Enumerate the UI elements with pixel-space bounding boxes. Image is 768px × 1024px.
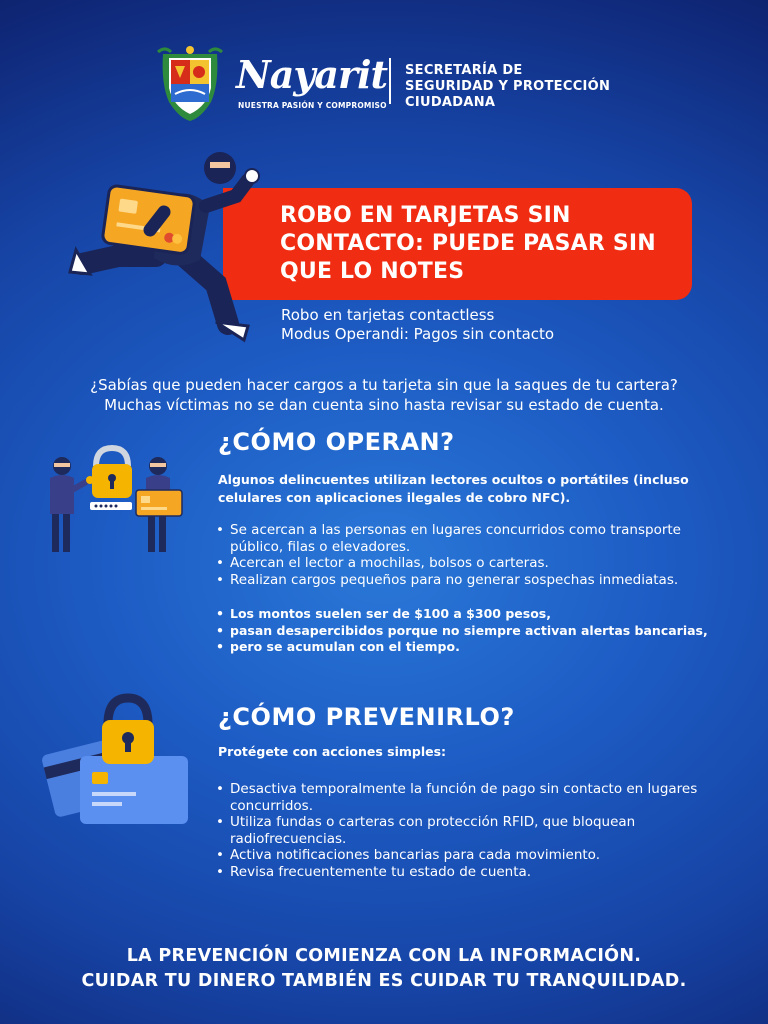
agency-name <box>405 63 610 111</box>
header-divider <box>389 58 391 104</box>
list-item: • Utiliza fundas o carteras con protección RFID, que bloquean radiofrecuencias. <box>216 814 738 847</box>
agency-line-2: SEGURIDAD Y PROTECCIÓN <box>405 79 611 94</box>
como-operan-bold-list <box>216 606 738 656</box>
footer-message <box>30 944 738 994</box>
list-item: • Realizan cargos pequeños para no generar sospechas inmediatas. <box>216 572 738 589</box>
coat-of-arms-icon <box>155 44 225 122</box>
agency-line-3: CIUDADANA <box>405 95 496 110</box>
como-operan-intro: Algunos delincuentes utilizan lectores ocultos o portátiles (incluso celulares con aplicaciones ilegales de cobro NFC). <box>218 472 689 505</box>
list-item: • pero se acumulan con el tiempo. <box>216 639 738 656</box>
list-item: • pasan desapercibidos porque no siempre activan alertas bancarias, <box>216 623 738 640</box>
hero-title: ROBO EN TARJETAS SIN CONTACTO: PUEDE PASAR SIN QUE LO NOTES <box>280 203 656 284</box>
hero-subtitle-line-2: Modus Operandi: Pagos sin contacto <box>281 325 555 343</box>
como-operan-list <box>216 522 738 588</box>
como-prevenirlo-list <box>216 781 738 880</box>
list-item: • Activa notificaciones bancarias para cada movimiento. <box>216 847 738 864</box>
brand-tagline: NUESTRA PASIÓN Y COMPROMISO <box>238 101 387 110</box>
intro-text <box>30 375 738 415</box>
list-item: • Acercan el lector a mochilas, bolsos o carteras. <box>216 555 738 572</box>
footer-line-1: LA PREVENCIÓN COMIENZA CON LA INFORMACIÓN. <box>126 946 642 966</box>
thief-running-with-card-icon <box>66 146 290 344</box>
brand-name: Nayarit <box>236 52 388 97</box>
hero-subtitle-line-1: Robo en tarjetas contactless <box>281 306 495 324</box>
section-title-como-operan: ¿CÓMO OPERAN? <box>218 428 455 456</box>
locked-cards-icon <box>40 690 192 828</box>
hackers-with-padlock-icon <box>42 440 192 558</box>
list-item: • Los montos suelen ser de $100 a $300 pesos, <box>216 606 738 623</box>
footer-line-2: CUIDAR TU DINERO TAMBIÉN ES CUIDAR TU TRANQUILIDAD. <box>81 971 687 991</box>
list-item: • Se acercan a las personas en lugares concurridos como transporte público, filas o elevadores. <box>216 522 738 555</box>
hero-subtitle <box>281 306 554 344</box>
agency-line-1: SECRETARÍA DE <box>405 63 523 78</box>
section-title-como-prevenirlo: ¿CÓMO PREVENIRLO? <box>218 703 515 731</box>
intro-line-2: Muchas víctimas no se dan cuenta sino hasta revisar su estado de cuenta. <box>104 396 664 414</box>
list-item: • Desactiva temporalmente la función de pago sin contacto en lugares concurridos. <box>216 781 738 814</box>
como-prevenirlo-intro: Protégete con acciones simples: <box>218 744 447 759</box>
list-item: • Revisa frecuentemente tu estado de cuenta. <box>216 864 738 881</box>
intro-line-1: ¿Sabías que pueden hacer cargos a tu tarjeta sin que la saques de tu cartera? <box>90 376 678 394</box>
